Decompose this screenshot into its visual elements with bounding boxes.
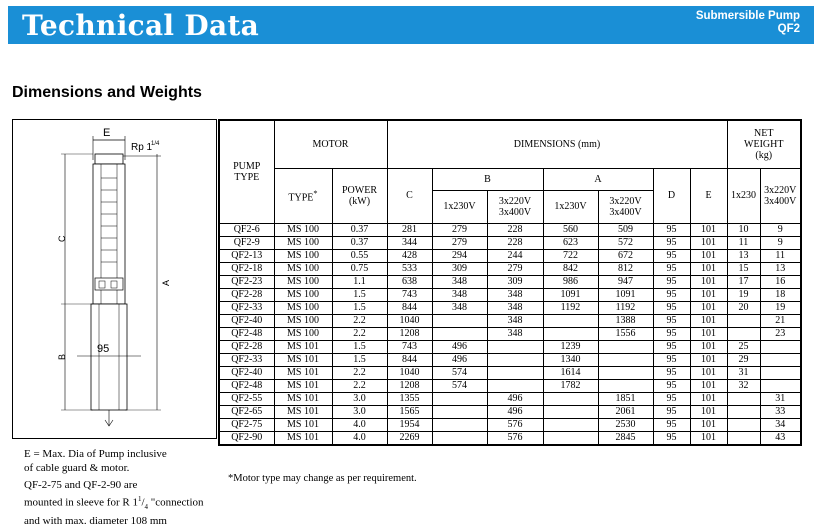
table-cell [598, 366, 653, 379]
table-cell: 743 [387, 288, 432, 301]
table-row [219, 392, 801, 405]
table-cell: 101 [690, 353, 727, 366]
pump-dimension-drawing [12, 119, 217, 439]
table-cell: 623 [543, 236, 598, 249]
product-label [696, 10, 800, 36]
table-cell: 428 [387, 249, 432, 262]
table-row [219, 418, 801, 431]
table-cell: 95 [653, 418, 690, 431]
table-cell: QF2-6 [219, 223, 274, 236]
table-cell: 244 [487, 249, 543, 262]
table-cell: 348 [432, 288, 487, 301]
table-cell: 1040 [387, 366, 432, 379]
table-cell: 576 [487, 418, 543, 431]
table-cell [432, 392, 487, 405]
table-cell: 1239 [543, 340, 598, 353]
header-net-weight: NET WEIGHT (kg) [727, 120, 801, 168]
dimensions-weights-table [218, 119, 802, 446]
page-title: Technical Data [22, 9, 260, 42]
table-cell: MS 100 [274, 301, 332, 314]
table-cell: 3.0 [332, 405, 387, 418]
table-cell: 1.1 [332, 275, 387, 288]
table-row [219, 236, 801, 249]
table-cell: 101 [690, 236, 727, 249]
table-cell: QF2-9 [219, 236, 274, 249]
table-cell: QF2-55 [219, 392, 274, 405]
table-cell: 101 [690, 314, 727, 327]
table-cell: 279 [432, 223, 487, 236]
header-c: C [387, 168, 432, 223]
header-a-3ph: 3x220V 3x400V [598, 190, 653, 223]
table-cell: MS 100 [274, 262, 332, 275]
table-cell [543, 314, 598, 327]
table-cell: 1565 [387, 405, 432, 418]
table-cell: 95 [653, 340, 690, 353]
table-cell: 101 [690, 405, 727, 418]
table-cell: 19 [727, 288, 760, 301]
table-row [219, 353, 801, 366]
table-row [219, 379, 801, 392]
header-b-1ph: 1x230V [432, 190, 487, 223]
table-cell: 25 [727, 340, 760, 353]
table-cell: MS 101 [274, 418, 332, 431]
label-b: B [57, 353, 67, 360]
table-cell: QF2-28 [219, 288, 274, 301]
table-cell: 10 [727, 223, 760, 236]
table-row [219, 249, 801, 262]
table-cell [487, 340, 543, 353]
header-b-3ph: 3x220V 3x400V [487, 190, 543, 223]
header-dimensions: DIMENSIONS (mm) [387, 120, 727, 168]
table-cell: 95 [653, 392, 690, 405]
table-cell: 1340 [543, 353, 598, 366]
table-cell [727, 392, 760, 405]
table-cell: QF2-23 [219, 275, 274, 288]
table-cell [727, 418, 760, 431]
label-rp-sup: 1/4 [151, 141, 160, 147]
table-cell: 95 [653, 366, 690, 379]
table-cell: 2530 [598, 418, 653, 431]
table-cell: 844 [387, 301, 432, 314]
table-cell [432, 405, 487, 418]
table-cell: 1556 [598, 327, 653, 340]
table-cell: 29 [727, 353, 760, 366]
table-cell [727, 431, 760, 445]
table-cell: MS 100 [274, 288, 332, 301]
table-cell: 1091 [543, 288, 598, 301]
table-cell: 101 [690, 392, 727, 405]
table-cell: 574 [432, 379, 487, 392]
table-cell: QF2-40 [219, 366, 274, 379]
label-c: C [57, 235, 67, 242]
table-cell: 672 [598, 249, 653, 262]
table-cell: 1091 [598, 288, 653, 301]
table-cell: 0.75 [332, 262, 387, 275]
table-cell [487, 366, 543, 379]
table-cell: QF2-28 [219, 340, 274, 353]
table-cell: 1.5 [332, 340, 387, 353]
table-cell: 496 [487, 392, 543, 405]
table-cell: 2061 [598, 405, 653, 418]
table-cell: QF2-75 [219, 418, 274, 431]
table-cell: 2.2 [332, 314, 387, 327]
table-cell [543, 327, 598, 340]
table-cell [543, 405, 598, 418]
table-cell: 281 [387, 223, 432, 236]
table-cell: 95 [653, 236, 690, 249]
table-cell: 95 [653, 301, 690, 314]
table-cell: MS 100 [274, 327, 332, 340]
table-cell: 101 [690, 340, 727, 353]
table-cell: 21 [760, 314, 801, 327]
table-cell: 101 [690, 366, 727, 379]
table-cell: 1.5 [332, 353, 387, 366]
table-cell: 560 [543, 223, 598, 236]
table-cell: QF2-33 [219, 301, 274, 314]
header-d: D [653, 168, 690, 223]
table-cell: 0.37 [332, 223, 387, 236]
table-cell: 95 [653, 405, 690, 418]
table-cell: 986 [543, 275, 598, 288]
table-cell: 844 [387, 353, 432, 366]
table-row [219, 431, 801, 445]
table-cell: 572 [598, 236, 653, 249]
e-definition-note: E = Max. Dia of Pump inclusive of cable guard & motor. [24, 448, 167, 474]
table-cell: 101 [690, 262, 727, 275]
table-cell: 574 [432, 366, 487, 379]
pump-outlet [95, 154, 123, 164]
table-cell: 31 [727, 366, 760, 379]
table-cell: 812 [598, 262, 653, 275]
table-cell: 309 [432, 262, 487, 275]
header-motor: MOTOR [274, 120, 387, 168]
table-cell [432, 327, 487, 340]
table-cell: 11 [727, 236, 760, 249]
table-cell: 1208 [387, 379, 432, 392]
table-cell: 1.5 [332, 288, 387, 301]
table-cell: 13 [727, 249, 760, 262]
table-cell: 31 [760, 392, 801, 405]
table-cell [432, 314, 487, 327]
table-cell [760, 366, 801, 379]
table-cell: 13 [760, 262, 801, 275]
table-cell: 533 [387, 262, 432, 275]
table-cell: 576 [487, 431, 543, 445]
table-cell: 2269 [387, 431, 432, 445]
table-cell: 348 [432, 301, 487, 314]
table-cell [760, 379, 801, 392]
table-cell: 32 [727, 379, 760, 392]
table-cell: 9 [760, 223, 801, 236]
table-cell: 95 [653, 288, 690, 301]
product-line-1: Submersible Pump [695, 10, 800, 22]
table-cell [487, 353, 543, 366]
table-cell: 1.5 [332, 301, 387, 314]
table-body [219, 223, 801, 445]
label-rp: Rp 1 [131, 142, 153, 153]
table-cell: 11 [760, 249, 801, 262]
table-cell: 18 [760, 288, 801, 301]
table-cell: 842 [543, 262, 598, 275]
table-cell: 228 [487, 223, 543, 236]
table-cell [727, 327, 760, 340]
header-e: E [690, 168, 727, 223]
table-row [219, 314, 801, 327]
pump-drawing-svg [13, 120, 216, 438]
footnote: *Motor type may change as per requirement. [228, 473, 417, 484]
table-cell [727, 405, 760, 418]
table-cell: 4.0 [332, 431, 387, 445]
table-row [219, 327, 801, 340]
table-cell [543, 431, 598, 445]
table-cell: 1208 [387, 327, 432, 340]
table-cell: 95 [653, 314, 690, 327]
table-cell: MS 101 [274, 392, 332, 405]
table-cell: MS 101 [274, 431, 332, 445]
header-power: POWER (kW) [332, 168, 387, 223]
table-cell [727, 314, 760, 327]
table-cell: MS 100 [274, 275, 332, 288]
table-cell: 722 [543, 249, 598, 262]
table-cell: 101 [690, 418, 727, 431]
table-cell [598, 353, 653, 366]
table-cell: MS 101 [274, 353, 332, 366]
table-cell: QF2-65 [219, 405, 274, 418]
table-cell: 17 [727, 275, 760, 288]
table-cell: 9 [760, 236, 801, 249]
table-cell: 348 [487, 301, 543, 314]
table-cell: 0.37 [332, 236, 387, 249]
table-cell: MS 100 [274, 314, 332, 327]
table-cell: 228 [487, 236, 543, 249]
table-cell: 19 [760, 301, 801, 314]
header-weight-3ph: 3x220V 3x400V [760, 168, 801, 223]
table-cell [487, 379, 543, 392]
table-cell: 95 [653, 353, 690, 366]
table-cell: 95 [653, 262, 690, 275]
table-cell: 496 [432, 353, 487, 366]
table-cell: MS 101 [274, 366, 332, 379]
table-cell: 16 [760, 275, 801, 288]
table-cell: 4.0 [332, 418, 387, 431]
table-cell: MS 100 [274, 223, 332, 236]
table-cell [598, 379, 653, 392]
table-cell: 947 [598, 275, 653, 288]
table-cell: 95 [653, 327, 690, 340]
table-cell: 101 [690, 431, 727, 445]
table-cell: 101 [690, 327, 727, 340]
table-cell: 496 [432, 340, 487, 353]
header-pump-type: PUMP TYPE [219, 120, 274, 223]
table-cell: 20 [727, 301, 760, 314]
table-cell: 95 [653, 223, 690, 236]
table-cell: 43 [760, 431, 801, 445]
section-title: Dimensions and Weights [12, 84, 202, 101]
table-cell: 95 [653, 379, 690, 392]
table-cell: 348 [487, 288, 543, 301]
table-row [219, 275, 801, 288]
table-cell: 3.0 [332, 392, 387, 405]
table-cell: 101 [690, 249, 727, 262]
table-cell: 0.55 [332, 249, 387, 262]
table-cell: MS 100 [274, 249, 332, 262]
table-cell: 1954 [387, 418, 432, 431]
table-cell [432, 431, 487, 445]
table-cell: 101 [690, 301, 727, 314]
table-cell: 638 [387, 275, 432, 288]
table-cell: 95 [653, 249, 690, 262]
label-e: E [103, 127, 111, 139]
table-cell: 101 [690, 223, 727, 236]
table-cell: MS 101 [274, 379, 332, 392]
table-cell: 1355 [387, 392, 432, 405]
table-cell [760, 353, 801, 366]
table-cell: 348 [487, 327, 543, 340]
table-cell: MS 100 [274, 236, 332, 249]
table-cell: 101 [690, 288, 727, 301]
table-cell: QF2-90 [219, 431, 274, 445]
header-a: A [543, 168, 653, 190]
table-cell: 2.2 [332, 379, 387, 392]
table-cell: QF2-13 [219, 249, 274, 262]
table-cell [432, 418, 487, 431]
header-type: TYPE* [274, 168, 332, 223]
label-95: 95 [97, 343, 110, 355]
table-cell [760, 340, 801, 353]
table-cell: 34 [760, 418, 801, 431]
table-cell: QF2-33 [219, 353, 274, 366]
header-b: B [432, 168, 543, 190]
sleeve-note: QF-2-75 and QF-2-90 are mounted in sleeve for R $1^1/_4$ "connection and with max. diameter 108 mm [24, 479, 204, 527]
header-weight-1ph: 1x230 [727, 168, 760, 223]
table-cell: 1040 [387, 314, 432, 327]
table-cell: 15 [727, 262, 760, 275]
table-cell: 348 [432, 275, 487, 288]
table-cell: 348 [487, 314, 543, 327]
table-cell: QF2-48 [219, 379, 274, 392]
table-cell: QF2-48 [219, 327, 274, 340]
table-cell [598, 340, 653, 353]
motor-body [91, 304, 127, 410]
table-cell: 101 [690, 275, 727, 288]
table-cell: 1851 [598, 392, 653, 405]
table-cell: 496 [487, 405, 543, 418]
table-cell: 1192 [543, 301, 598, 314]
table-cell: 33 [760, 405, 801, 418]
table-row [219, 288, 801, 301]
dimensions-table-wrap [218, 119, 802, 446]
table-cell: 1388 [598, 314, 653, 327]
table-cell: QF2-18 [219, 262, 274, 275]
table-cell: QF2-40 [219, 314, 274, 327]
table-cell: 743 [387, 340, 432, 353]
table-cell: MS 101 [274, 340, 332, 353]
table-cell: 95 [653, 275, 690, 288]
table-cell: 95 [653, 431, 690, 445]
table-row [219, 405, 801, 418]
table-cell: 279 [487, 262, 543, 275]
table-cell: 1782 [543, 379, 598, 392]
table-cell: 344 [387, 236, 432, 249]
header-a-1ph: 1x230V [543, 190, 598, 223]
header-banner [8, 6, 814, 44]
table-cell: 309 [487, 275, 543, 288]
label-a: A [161, 279, 171, 286]
table-cell: 1614 [543, 366, 598, 379]
table-cell: 509 [598, 223, 653, 236]
product-line-2: QF2 [777, 23, 800, 35]
table-cell: 2.2 [332, 327, 387, 340]
table-cell [543, 418, 598, 431]
table-cell: 2845 [598, 431, 653, 445]
table-cell: 23 [760, 327, 801, 340]
table-cell: 294 [432, 249, 487, 262]
table-row [219, 366, 801, 379]
table-cell [543, 392, 598, 405]
table-row [219, 262, 801, 275]
table-row [219, 301, 801, 314]
table-cell: MS 101 [274, 405, 332, 418]
table-row [219, 340, 801, 353]
table-cell: 279 [432, 236, 487, 249]
table-row [219, 223, 801, 236]
table-cell: 101 [690, 379, 727, 392]
table-cell: 1192 [598, 301, 653, 314]
table-cell: 2.2 [332, 366, 387, 379]
